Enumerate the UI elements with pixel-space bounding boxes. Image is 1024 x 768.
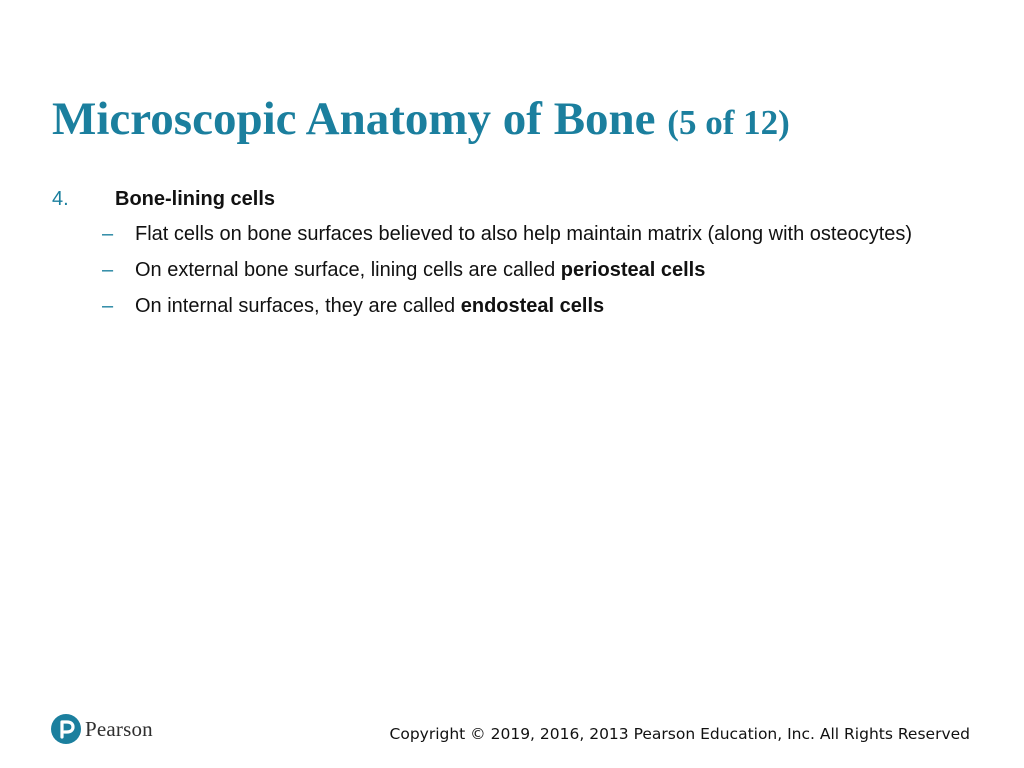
term-endosteal-cells: endosteal cells bbox=[460, 295, 605, 317]
list-heading: Bone-lining cells bbox=[115, 188, 276, 210]
sub-bullet-text: Flat cells on bone surfaces believed to also help maintain matrix (along with osteocytes) bbox=[135, 223, 913, 245]
title-main: Microscopic Anatomy of Bone bbox=[52, 93, 656, 145]
slide-content bbox=[52, 185, 952, 329]
sub-bullet-text-plain: On external bone surface, lining cells are called bbox=[135, 259, 561, 281]
sub-bullet-item bbox=[102, 293, 952, 320]
pearson-logo bbox=[51, 714, 153, 744]
list-item-level1 bbox=[52, 185, 952, 213]
sub-bullet-list bbox=[52, 221, 952, 320]
list-number: 4. bbox=[52, 188, 69, 210]
dash-bullet-icon: – bbox=[102, 259, 114, 281]
copyright-notice: Copyright © 2019, 2016, 2013 Pearson Education, Inc. All Rights Reserved bbox=[389, 725, 970, 743]
title-suffix: (5 of 12) bbox=[667, 103, 790, 142]
sub-bullet-item bbox=[102, 257, 952, 284]
term-periosteal-cells: periosteal cells bbox=[560, 259, 706, 281]
dash-bullet-icon: – bbox=[102, 223, 114, 245]
pearson-p-icon bbox=[51, 714, 81, 744]
logo-wordmark: Pearson bbox=[85, 716, 153, 741]
sub-bullet-text bbox=[135, 293, 925, 320]
sub-bullet-text-plain: On internal surfaces, they are called bbox=[135, 295, 461, 317]
sub-bullet-item bbox=[102, 221, 952, 248]
dash-bullet-icon: – bbox=[102, 295, 114, 317]
slide-title bbox=[52, 90, 790, 152]
sub-bullet-text bbox=[135, 257, 925, 284]
